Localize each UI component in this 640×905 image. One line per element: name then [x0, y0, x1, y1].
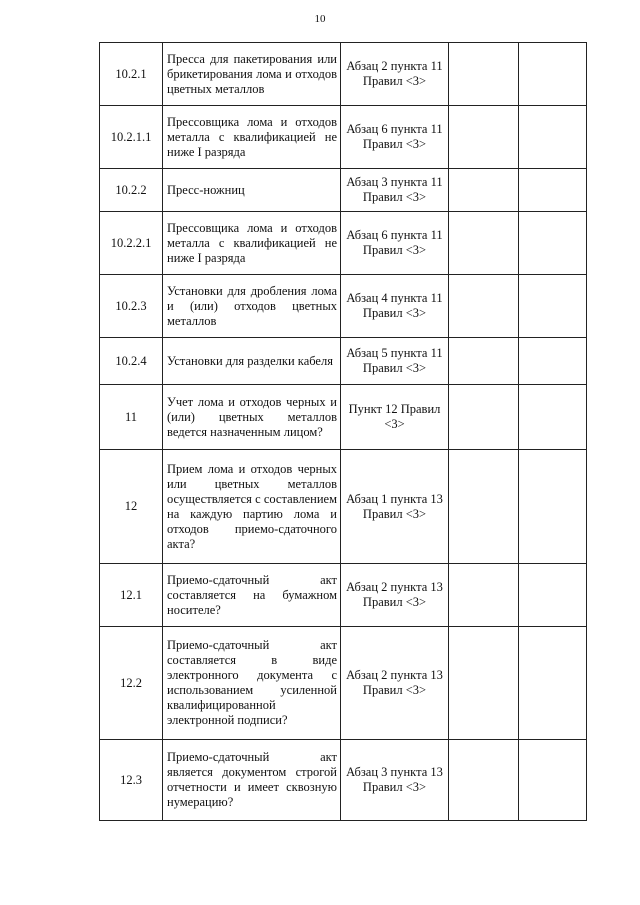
row-reference: Пункт 12 Правил <3>	[341, 385, 449, 450]
row-question: Приемо-сдаточный акт составляется на бумажном носителе?	[163, 564, 341, 627]
row-reference: Абзац 6 пункта 11 Правил <3>	[341, 106, 449, 169]
row-number: 12.2	[100, 627, 163, 740]
answer-cell	[449, 627, 519, 740]
row-question: Пресса для пакетирования или брикетирования лома и отходов цветных металлов	[163, 43, 341, 106]
table-row	[100, 385, 587, 450]
table-row	[100, 43, 587, 106]
row-number: 10.2.2	[100, 169, 163, 212]
row-reference: Абзац 2 пункта 13 Правил <3>	[341, 627, 449, 740]
row-question: Установки для разделки кабеля	[163, 338, 341, 385]
row-reference: Абзац 5 пункта 11 Правил <3>	[341, 338, 449, 385]
table-row	[100, 275, 587, 338]
row-question: Установки для дробления лома и (или) отходов цветных металлов	[163, 275, 341, 338]
table-row	[100, 212, 587, 275]
note-cell	[519, 338, 587, 385]
row-reference: Абзац 2 пункта 13 Правил <3>	[341, 564, 449, 627]
note-cell	[519, 627, 587, 740]
note-cell	[519, 43, 587, 106]
row-reference: Абзац 3 пункта 11 Правил <3>	[341, 169, 449, 212]
row-reference: Абзац 1 пункта 13 Правил <3>	[341, 450, 449, 564]
table-row	[100, 450, 587, 564]
row-number: 10.2.4	[100, 338, 163, 385]
row-number: 10.2.1.1	[100, 106, 163, 169]
answer-cell	[449, 106, 519, 169]
note-cell	[519, 169, 587, 212]
answer-cell	[449, 450, 519, 564]
note-cell	[519, 106, 587, 169]
note-cell	[519, 740, 587, 821]
table-row	[100, 740, 587, 821]
row-reference: Абзац 6 пункта 11 Правил <3>	[341, 212, 449, 275]
row-question: Прессовщика лома и отходов металла с квалификацией не ниже I разряда	[163, 106, 341, 169]
note-cell	[519, 385, 587, 450]
table-row	[100, 106, 587, 169]
answer-cell	[449, 43, 519, 106]
row-reference: Абзац 3 пункта 13 Правил <3>	[341, 740, 449, 821]
note-cell	[519, 275, 587, 338]
row-number: 12.3	[100, 740, 163, 821]
table-row	[100, 564, 587, 627]
row-question: Прием лома и отходов черных или цветных металлов осуществляется с составлением на каждую партию лома и отходов приемо-сдаточного акта?	[163, 450, 341, 564]
row-number: 10.2.2.1	[100, 212, 163, 275]
row-number: 10.2.1	[100, 43, 163, 106]
note-cell	[519, 450, 587, 564]
table-row	[100, 169, 587, 212]
row-question: Приемо-сдаточный акт является документом строгой отчетности и имеет сквозную нумерацию?	[163, 740, 341, 821]
page-number: 10	[314, 13, 326, 25]
row-question: Учет лома и отходов черных и (или) цветных металлов ведется назначенным лицом?	[163, 385, 341, 450]
row-question: Пресс-ножниц	[163, 169, 341, 212]
answer-cell	[449, 169, 519, 212]
answer-cell	[449, 338, 519, 385]
answer-cell	[449, 212, 519, 275]
row-question: Приемо-сдаточный акт составляется в виде электронного документа с использованием усиленной квалифицированной электронной подписи?	[163, 627, 341, 740]
row-question: Прессовщика лома и отходов металла с квалификацией не ниже I разряда	[163, 212, 341, 275]
row-number: 12.1	[100, 564, 163, 627]
row-number: 10.2.3	[100, 275, 163, 338]
row-number: 12	[100, 450, 163, 564]
note-cell	[519, 212, 587, 275]
table-row	[100, 338, 587, 385]
answer-cell	[449, 564, 519, 627]
checklist-table	[99, 42, 587, 821]
row-number: 11	[100, 385, 163, 450]
answer-cell	[449, 275, 519, 338]
answer-cell	[449, 740, 519, 821]
row-reference: Абзац 4 пункта 11 Правил <3>	[341, 275, 449, 338]
answer-cell	[449, 385, 519, 450]
row-reference: Абзац 2 пункта 11 Правил <3>	[341, 43, 449, 106]
note-cell	[519, 564, 587, 627]
table-row	[100, 627, 587, 740]
